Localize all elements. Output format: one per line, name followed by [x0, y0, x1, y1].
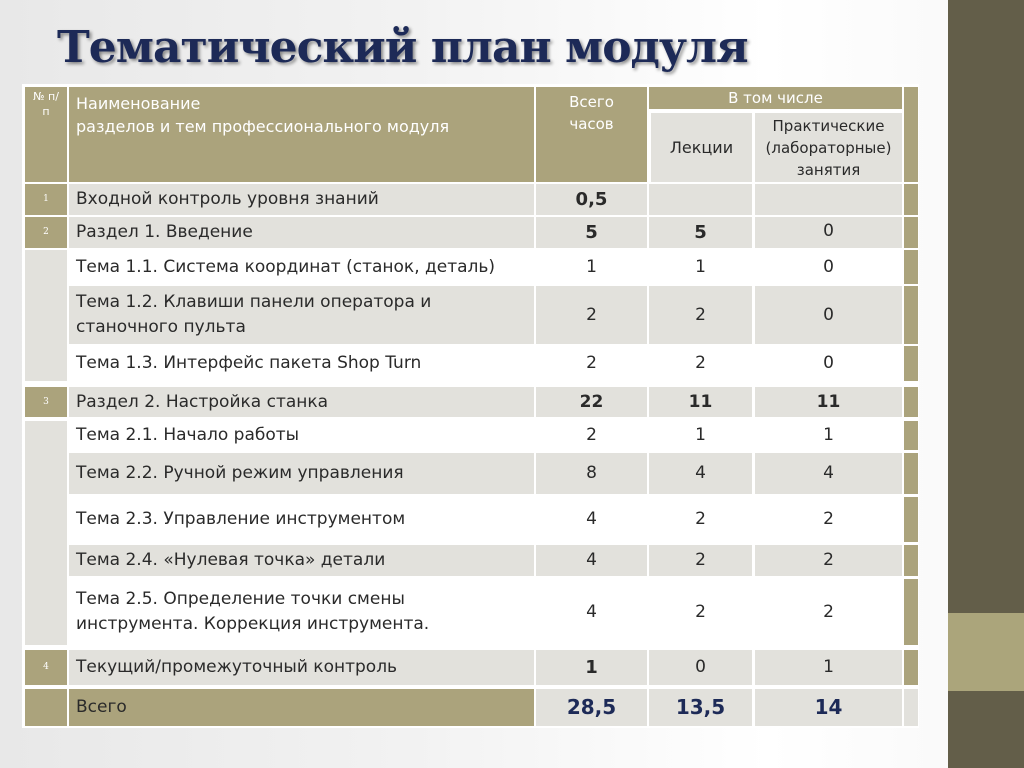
summary-lectures: 13,5	[649, 689, 752, 726]
row-12-index: 4	[25, 650, 67, 685]
row-3-extra	[904, 250, 918, 284]
summary-index	[25, 689, 67, 726]
summary-practical: 14	[755, 689, 902, 726]
row-8-total: 8	[536, 453, 647, 494]
header-total	[536, 87, 647, 182]
row-3-total: 1	[536, 250, 647, 284]
summary-total: 28,5	[536, 689, 647, 726]
header-practical-label: Практические (лабораторные) занятия	[765, 116, 892, 179]
row-12-lectures: 0	[649, 650, 752, 685]
row-8-extra	[904, 453, 918, 494]
row-9-total: 4	[536, 497, 647, 542]
row-11-name-text: Тема 2.5. Определение точки смены инструмента. Коррекция инструмента.	[76, 589, 430, 634]
header-practical	[755, 113, 902, 182]
section-1-index-block	[25, 250, 67, 381]
row-5-name: Тема 1.3. Интерфейс пакета Shop Turn	[69, 346, 534, 381]
row-8-name: Тема 2.2. Ручной режим управления	[69, 453, 534, 494]
row-11-practical: 2	[755, 579, 902, 645]
header-num	[25, 87, 67, 182]
row-5-total: 2	[536, 346, 647, 381]
row-12-practical: 1	[755, 650, 902, 685]
row-1-practical	[755, 184, 902, 215]
row-6-practical: 11	[755, 387, 902, 417]
row-10-lectures: 2	[649, 545, 752, 576]
header-lectures	[651, 113, 752, 182]
row-6-index: 3	[25, 387, 67, 417]
row-4-extra	[904, 286, 918, 344]
row-10-extra	[904, 545, 918, 576]
header-lectures-label: Лекции	[669, 138, 734, 157]
summary-name: Всего	[69, 689, 534, 726]
row-2-extra	[904, 217, 918, 248]
row-3-name: Тема 1.1. Система координат (станок, деталь)	[69, 250, 534, 284]
row-8-lectures: 4	[649, 453, 752, 494]
row-6-extra	[904, 387, 918, 417]
row-6-lectures: 11	[649, 387, 752, 417]
row-7-practical: 1	[755, 421, 902, 450]
row-11-name	[69, 579, 534, 645]
row-10-practical: 2	[755, 545, 902, 576]
row-11-lectures: 2	[649, 579, 752, 645]
row-10-name: Тема 2.4. «Нулевая точка» детали	[69, 545, 534, 576]
row-1-total: 0,5	[536, 184, 647, 215]
header-total-label: Всего часов	[569, 93, 614, 133]
row-12-name: Текущий/промежуточный контроль	[69, 650, 534, 685]
sidebar-accent-panel	[948, 613, 1024, 691]
row-9-name: Тема 2.3. Управление инструментом	[69, 497, 534, 542]
row-12-extra	[904, 650, 918, 685]
header-extra	[904, 87, 918, 182]
row-3-lectures: 1	[649, 250, 752, 284]
summary-extra	[904, 689, 918, 726]
section-2-index-block	[25, 421, 67, 645]
row-9-lectures: 2	[649, 497, 752, 542]
row-1-extra	[904, 184, 918, 215]
row-6-name: Раздел 2. Настройка станка	[69, 387, 534, 417]
row-5-lectures: 2	[649, 346, 752, 381]
row-7-name: Тема 2.1. Начало работы	[69, 421, 534, 450]
row-1-name: Входной контроль уровня знаний	[69, 184, 534, 215]
module-plan-table	[22, 84, 919, 728]
row-5-extra	[904, 346, 918, 381]
row-4-name	[69, 286, 534, 344]
row-10-total: 4	[536, 545, 647, 576]
row-4-total: 2	[536, 286, 647, 344]
row-1-index: 1	[25, 184, 67, 215]
row-2-index: 2	[25, 217, 67, 248]
header-name-line2: разделов и тем профессионального модуля	[76, 117, 450, 136]
header-num-label: № п/п	[33, 90, 59, 118]
page-title: Тематический план модуля	[57, 22, 748, 73]
row-2-practical: 0	[755, 217, 902, 248]
header-including-label: В том числе	[728, 88, 823, 107]
row-3-practical: 0	[755, 250, 902, 284]
row-7-lectures: 1	[649, 421, 752, 450]
header-name	[69, 87, 534, 182]
row-9-extra	[904, 497, 918, 542]
row-2-total: 5	[536, 217, 647, 248]
row-4-name-text: Тема 1.2. Клавиши панели оператора и станочного пульта	[76, 292, 432, 337]
row-2-lectures: 5	[649, 217, 752, 248]
row-2-name: Раздел 1. Введение	[69, 217, 534, 248]
row-7-extra	[904, 421, 918, 450]
header-name-line1: Наименование	[76, 94, 201, 113]
row-9-practical: 2	[755, 497, 902, 542]
row-7-total: 2	[536, 421, 647, 450]
row-4-practical: 0	[755, 286, 902, 344]
row-8-practical: 4	[755, 453, 902, 494]
header-including	[649, 87, 902, 109]
row-4-lectures: 2	[649, 286, 752, 344]
row-1-lectures	[649, 184, 752, 215]
row-5-practical: 0	[755, 346, 902, 381]
row-11-total: 4	[536, 579, 647, 645]
row-11-extra	[904, 579, 918, 645]
row-6-total: 22	[536, 387, 647, 417]
row-12-total: 1	[536, 650, 647, 685]
